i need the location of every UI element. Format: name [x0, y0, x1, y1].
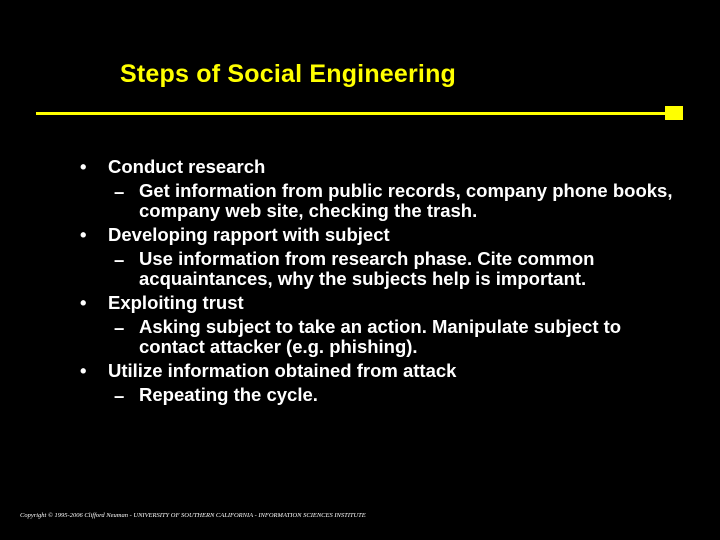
bullet-item [80, 292, 680, 314]
dash-icon: – [114, 181, 125, 202]
bullet-item [80, 156, 680, 178]
title-rule-end-block [665, 106, 683, 120]
dash-icon: – [114, 249, 125, 270]
bullet-text: Conduct research [108, 156, 266, 177]
sub-bullet-item [80, 317, 680, 357]
dash-icon: – [114, 385, 125, 406]
bullet-text: Developing rapport with subject [108, 224, 390, 245]
bullet-item [80, 360, 680, 382]
sub-bullet-text: Get information from public records, company phone books, company web site, checking the trash. [139, 180, 673, 221]
sub-bullet-text: Repeating the cycle. [139, 384, 318, 405]
bullet-list [80, 156, 680, 408]
title-rule [36, 112, 666, 115]
bullet-dot-icon: • [80, 360, 87, 381]
bullet-dot-icon: • [80, 292, 87, 313]
sub-bullet-item [80, 249, 680, 289]
copyright-footer: Copyright © 1995-2006 Clifford Neuman - UNIVERSITY OF SOUTHERN CALIFORNIA - INFORMATION SCIENCES INSTITUTE [20, 512, 366, 519]
bullet-text: Exploiting trust [108, 292, 244, 313]
bullet-item [80, 224, 680, 246]
bullet-dot-icon: • [80, 224, 87, 245]
slide-title: Steps of Social Engineering [120, 60, 457, 88]
bullet-dot-icon: • [80, 156, 87, 177]
bullet-text: Utilize information obtained from attack [108, 360, 457, 381]
sub-bullet-item [80, 181, 680, 221]
dash-icon: – [114, 317, 125, 338]
sub-bullet-item [80, 385, 680, 405]
sub-bullet-text: Use information from research phase. Cite common acquaintances, why the subjects help is important. [139, 248, 595, 289]
sub-bullet-text: Asking subject to take an action. Manipulate subject to contact attacker (e.g. phishing). [139, 316, 622, 357]
